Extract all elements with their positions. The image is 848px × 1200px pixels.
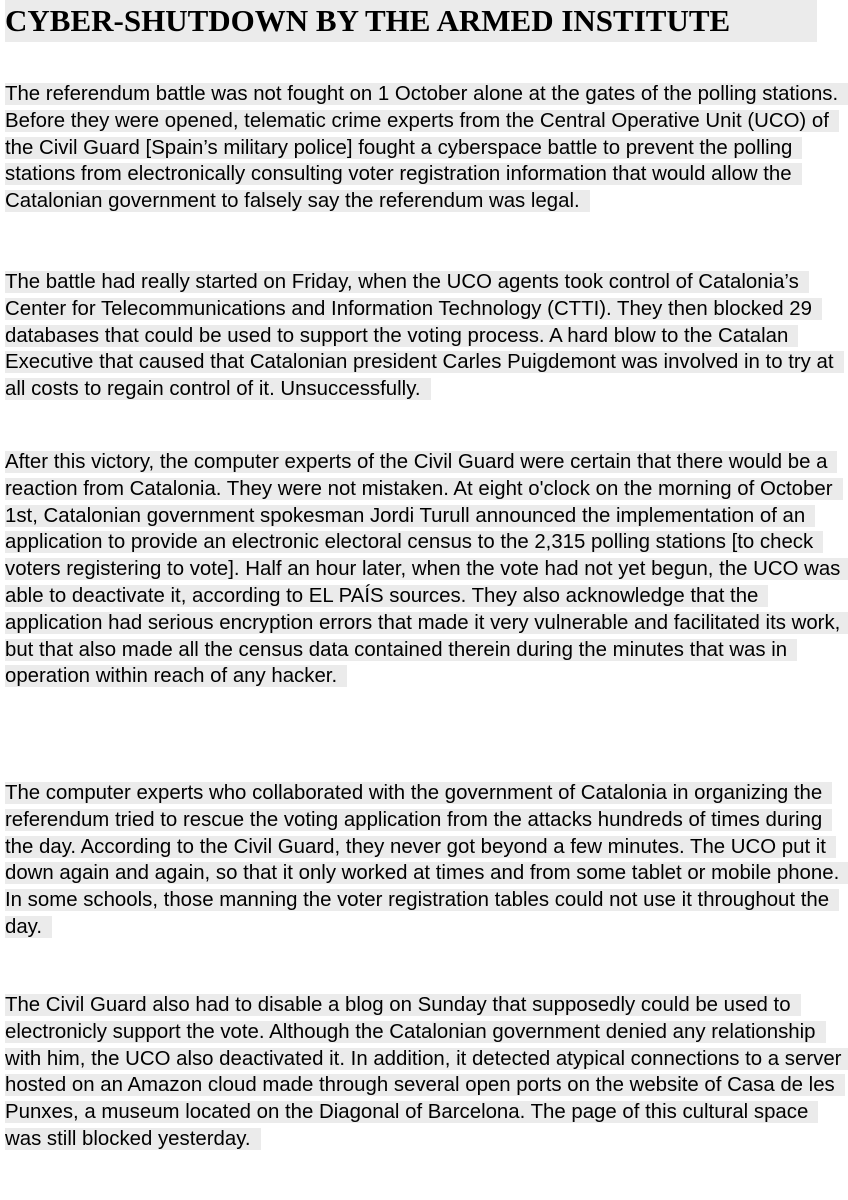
article-paragraph <box>5 449 842 690</box>
article-title: CYBER-SHUTDOWN BY THE ARMED INSTITUTE <box>5 0 817 42</box>
article-paragraph <box>5 780 842 941</box>
paragraph-text: The computer experts who collaborated with the government of Catalonia in organizing the referendum tried to rescue the voting application from the attacks hundreds of times during the day. According to the Civil Guard, they never got beyond a few minutes. The UCO put it down again and again, so that it only worked at times and from some tablet or mobile phone. In some schools, those manning the voter registration tables could not use it throughout the day. <box>5 782 848 938</box>
article-paragraph <box>5 269 842 403</box>
paragraph-text: The Civil Guard also had to disable a blog on Sunday that supposedly could be used to electronicly support the vote. Although the Catalonian government denied any relationship with him, the UCO also deactivated it. In addition, it detected atypical connections to a server hosted on an Amazon cloud made through several open ports on the website of Casa de les Punxes, a museum located on the Diagonal of Barcelona. The page of this cultural space was still blocked yesterday. <box>5 994 848 1150</box>
paragraph-text: After this victory, the computer experts of the Civil Guard were certain that there would be a reaction from Catalonia. They were not mistaken. At eight o'clock on the morning of October 1st, Catalonian government spokesman Jordi Turull announced the implementation of an application to provide an electronic electoral census to the 2,315 polling stations [to check voters registering to vote]. Half an hour later, when the vote had not yet begun, the UCO was able to deactivate it, according to EL PAÍS sources. They also acknowledge that the application had serious encryption errors that made it very vulnerable and facilitated its work, but that also made all the census data contained therein during the minutes that was in operation within reach of any hacker. <box>5 451 848 687</box>
article-paragraph <box>5 81 842 215</box>
article-paragraph <box>5 992 842 1153</box>
paragraph-text: The battle had really started on Friday, when the UCO agents took control of Catalonia’s Center for Telecommunications and Information Technology (CTTI). They then blocked 29 databases that could be used to support the voting process. A hard blow to the Catalan Executive that caused that Catalonian president Carles Puigdemont was involved in to try at all costs to regain control of it. Unsuccessfully. <box>5 271 844 400</box>
paragraph-text: The referendum battle was not fought on 1 October alone at the gates of the polling stations. Before they were opened, telematic crime experts from the Central Operative Unit (UCO) of the Civil Guard [Spain’s military police] fought a cyberspace battle to prevent the polling stations from electronically consulting voter registration information that would allow the Catalonian government to falsely say the referendum was legal. <box>5 83 848 212</box>
